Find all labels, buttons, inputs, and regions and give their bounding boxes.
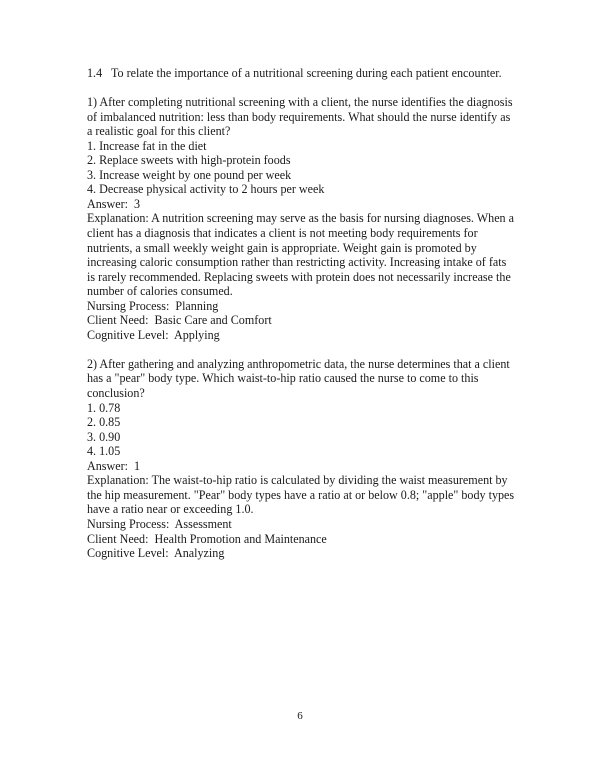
cognitive-level-line: Cognitive Level: Analyzing <box>87 546 225 561</box>
answer-line: Answer: 1 <box>87 458 141 473</box>
question-block-2 <box>87 357 515 561</box>
answer-option: 2. Replace sweets with high-protein foods <box>87 153 291 168</box>
learning-objective: 1.4 To relate the importance of a nutritional screening during each patient encounter. <box>87 66 502 80</box>
client-need-line: Client Need: Health Promotion and Maintenance <box>87 531 327 546</box>
question-stem: 2) After gathering and analyzing anthropometric data, the nurse determines that a client has a "pear" body type. Which waist-to-hip ratio caused the nurse to come to this conclusion? <box>87 356 510 401</box>
answer-option: 4. 1.05 <box>87 444 121 459</box>
answer-option: 1. Increase fat in the diet <box>87 138 207 153</box>
answer-option: 3. Increase weight by one pound per week <box>87 167 292 182</box>
client-need-line: Client Need: Basic Care and Comfort <box>87 313 272 328</box>
nursing-process-line: Nursing Process: Assessment <box>87 516 232 531</box>
explanation-text: Explanation: The waist-to-hip ratio is calculated by dividing the waist measurement by the hip measurement. "Pear" body types have a ratio at or below 0.8; "apple" body types have a ratio near or exceeding 1.0. <box>87 473 515 517</box>
question-block-1 <box>87 95 515 342</box>
answer-option: 2. 0.85 <box>87 415 121 430</box>
cognitive-level-line: Cognitive Level: Applying <box>87 327 220 342</box>
answer-options <box>87 139 515 197</box>
question-metadata <box>87 517 515 561</box>
answer-option: 3. 0.90 <box>87 429 121 444</box>
answer-options <box>87 401 515 459</box>
nursing-process-line: Nursing Process: Planning <box>87 298 219 313</box>
page-content <box>87 66 515 575</box>
page-number: 6 <box>297 710 303 722</box>
answer-line: Answer: 3 <box>87 196 141 211</box>
question-metadata <box>87 299 515 343</box>
answer-option: 4. Decrease physical activity to 2 hours per week <box>87 182 325 197</box>
question-stem: 1) After completing nutritional screening with a client, the nurse identifies the diagnosis of imbalanced nutrition: less than body requirements. What should the nurse identify as a realistic goal for this client? <box>87 95 513 139</box>
explanation-text: Explanation: A nutrition screening may serve as the basis for nursing diagnoses. When a client has a diagnosis that indicates a client is not meeting body requirements for nutrients, a small weekly weight gain is appropriate. Weight gain is promoted by increasing caloric consumption rather than restricting activity. Increasing intake of fats is rarely recommended. Replacing sweets with protein does not necessarily increase the number of calories consumed. <box>87 211 514 299</box>
answer-option: 1. 0.78 <box>87 400 121 415</box>
